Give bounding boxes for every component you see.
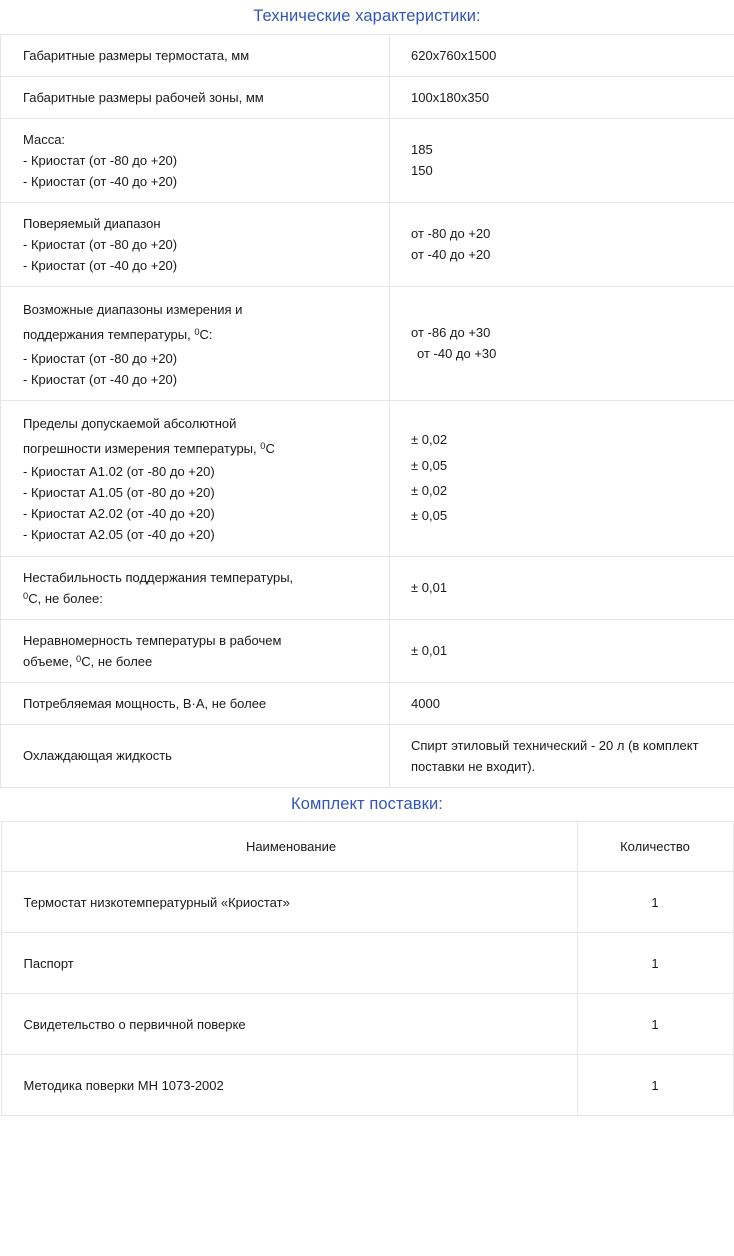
- spec-label-line: Габаритные размеры рабочей зоны, мм: [23, 89, 264, 105]
- table-row: [1, 118, 734, 202]
- spec-value-line: ± 0,02: [411, 483, 448, 499]
- spec-value-line: ± 0,05: [411, 508, 448, 524]
- spec-label-line: - Криостат А1.02 (от -80 до +20): [23, 464, 215, 480]
- kit-column-header-name: Наименование: [1, 822, 577, 872]
- kit-item-qty: 1: [577, 994, 733, 1055]
- table-row: [1, 1055, 733, 1116]
- spec-label-cell: [1, 76, 390, 118]
- spec-label-cell: [1, 682, 390, 724]
- table-row: [1, 872, 733, 933]
- spec-value-line: ± 0,01: [411, 580, 448, 596]
- spec-value-line: от -80 до +20: [411, 226, 491, 242]
- spec-label-line: - Криостат (от -80 до +20): [23, 152, 178, 168]
- spec-label-line: Неравномерность температуры в рабочем: [23, 632, 282, 648]
- spec-label-line: - Криостат (от -40 до +20): [23, 371, 178, 387]
- kit-column-header-qty: Количество: [577, 822, 733, 872]
- kit-heading: Комплект поставки:: [291, 794, 443, 813]
- spec-value-cell: [390, 118, 734, 202]
- spec-value-line: 4000: [411, 695, 440, 711]
- spec-value-line: Спирт этиловый технический - 20 л (в комплект поставки не входит).: [411, 737, 699, 774]
- table-row: [1, 556, 734, 619]
- spec-value-cell: [390, 556, 734, 619]
- delivery-kit-table: [1, 821, 734, 1116]
- degree-superscript: 0: [260, 441, 266, 452]
- spec-label-line: - Криостат А2.05 (от -40 до +20): [23, 527, 215, 543]
- spec-value-line: 100x180x350: [411, 89, 490, 105]
- spec-label-line: объеме, $^0$С, не более: [23, 653, 153, 669]
- spec-label-cell: [1, 202, 390, 286]
- spec-label-line: Поверяемый диапазон: [23, 215, 161, 231]
- spec-label-line: Масса:: [23, 131, 66, 147]
- spec-value-cell: [390, 76, 734, 118]
- table-row: [1, 202, 734, 286]
- spec-value-line: 620x760x1500: [411, 47, 497, 63]
- spec-label-cell: [1, 34, 390, 76]
- specifications-table: [0, 34, 734, 788]
- kit-item-name: Свидетельство о первичной поверке: [1, 994, 577, 1055]
- spec-label-line: - Криостат А1.05 (от -80 до +20): [23, 485, 215, 501]
- spec-value-cell: [390, 202, 734, 286]
- table-row: [1, 76, 734, 118]
- spec-value-cell: [390, 682, 734, 724]
- table-row: [1, 724, 734, 787]
- spec-value-line: ± 0,05: [411, 457, 448, 473]
- spec-value-cell: [390, 286, 734, 400]
- table-row: [1, 619, 734, 682]
- spec-label-cell: [1, 724, 390, 787]
- spec-label-cell: [1, 556, 390, 619]
- spec-label-line: - Криостат А2.02 (от -40 до +20): [23, 506, 215, 522]
- table-row: [1, 34, 734, 76]
- spec-label-cell: [1, 118, 390, 202]
- table-row: [1, 994, 733, 1055]
- spec-value-cell: [390, 400, 734, 556]
- table-row: [1, 682, 734, 724]
- spec-value-line: 185: [411, 142, 433, 158]
- spec-label-line: - Криостат (от -80 до +20): [23, 236, 178, 252]
- spec-label-line: Нестабильность поддержания температуры,: [23, 569, 294, 585]
- kit-item-qty: 1: [577, 1055, 733, 1116]
- kit-item-qty: 1: [577, 933, 733, 994]
- table-row: [1, 933, 733, 994]
- spec-label-line: - Криостат (от -40 до +20): [23, 173, 178, 189]
- spec-label-line: Габаритные размеры термостата, мм: [23, 47, 250, 63]
- spec-label-line: Потребляемая мощность, В·А, не более: [23, 695, 267, 711]
- specs-heading: Технические характеристики:: [253, 7, 481, 25]
- kit-item-name: Методика поверки МН 1073-2002: [1, 1055, 577, 1116]
- spec-label-line: - Криостат (от -80 до +20): [23, 350, 178, 366]
- spec-value-line: 150: [411, 163, 433, 179]
- degree-superscript: 0: [76, 653, 82, 664]
- spec-value-line: от -86 до +30: [411, 325, 491, 341]
- spec-label-line: $^0$С, не более:: [23, 590, 103, 606]
- table-row: [1, 286, 734, 400]
- spec-value-line: ± 0,01: [411, 643, 448, 659]
- spec-value-line: от -40 до +30: [417, 346, 497, 362]
- spec-label-line: Возможные диапазоны измерения и: [23, 301, 243, 317]
- spec-value-cell: [390, 619, 734, 682]
- spec-label-line: Пределы допускаемой абсолютной: [23, 415, 237, 431]
- spec-label-cell: [1, 286, 390, 400]
- spec-label-cell: [1, 619, 390, 682]
- degree-superscript: 0: [23, 590, 29, 601]
- spec-value-cell: [390, 34, 734, 76]
- spec-value-line: ± 0,02: [411, 432, 448, 448]
- table-header-row: [1, 822, 733, 872]
- spec-value-line: от -40 до +20: [411, 247, 491, 263]
- table-row: [1, 400, 734, 556]
- spec-label-line: Охлаждающая жидкость: [23, 748, 172, 764]
- degree-superscript: 0: [194, 327, 200, 338]
- kit-item-name: Паспорт: [1, 933, 577, 994]
- spec-label-line: поддержания температуры, $^0$С:: [23, 327, 213, 343]
- spec-label-line: погрешности измерения температуры, $^0$С: [23, 441, 275, 456]
- spec-value-cell: [390, 724, 734, 787]
- spec-label-cell: [1, 400, 390, 556]
- kit-item-qty: 1: [577, 872, 733, 933]
- spec-label-line: - Криостат (от -40 до +20): [23, 257, 178, 273]
- kit-item-name: Термостат низкотемпературный «Криостат»: [1, 872, 577, 933]
